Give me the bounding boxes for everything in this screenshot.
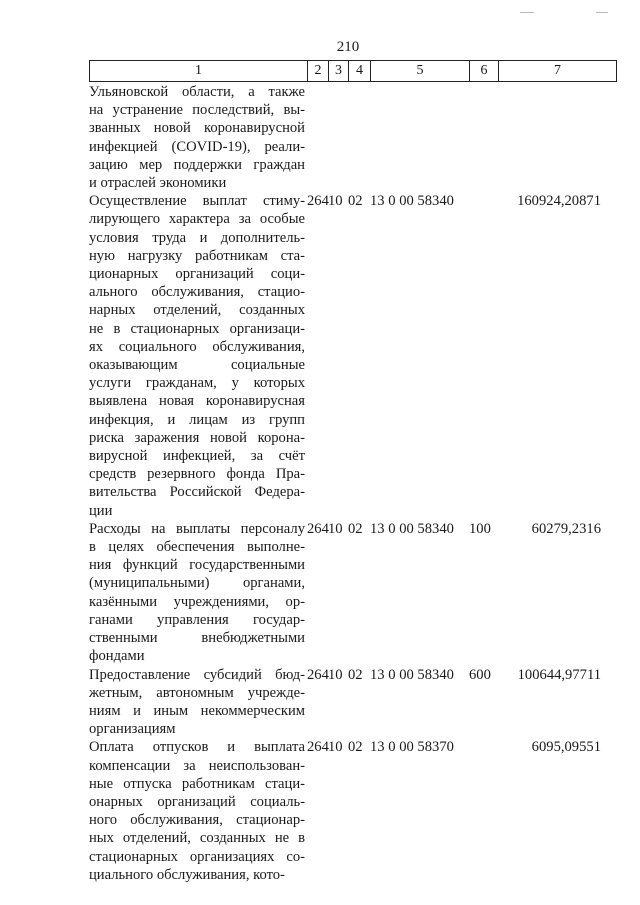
amount: 100644,97711: [517, 666, 601, 683]
description-line: Ульяновской области, а также: [89, 84, 305, 100]
description-line: стационарных организациях со-: [89, 848, 305, 865]
code-subsection: 02: [348, 193, 363, 210]
code-expense-type: [469, 83, 498, 192]
description-line: условия труда и дополнитель-: [89, 229, 305, 246]
code-target-article: [370, 83, 469, 192]
code-target-article: 13 0 00 58340: [370, 666, 454, 683]
code-ministry: [307, 83, 328, 192]
table-row: [89, 738, 617, 884]
description-line: ния функций государственными: [89, 557, 305, 574]
description-line: ных отделений, созданных не в: [89, 830, 305, 847]
header-col-3: 3: [329, 61, 349, 81]
description-line: званных новой коронавирусной: [89, 120, 305, 137]
code-expense-type: [469, 738, 498, 884]
scan-mark: [596, 12, 608, 13]
description-line: онарных организаций социаль-: [89, 793, 305, 810]
amount: 60279,2316: [531, 520, 601, 537]
header-col-1: 1: [90, 61, 308, 81]
code-target-article: 13 0 00 58340: [370, 193, 454, 210]
description-line: компенсации за неиспользован-: [89, 757, 305, 774]
page-number: 210: [336, 39, 360, 55]
description-line: услуги гражданам, у которых: [89, 375, 305, 392]
code-section: 10: [328, 193, 343, 210]
table-body: [89, 83, 617, 884]
description-line: зацию мер поддержки граждан: [89, 156, 305, 173]
code-subsection: 02: [348, 739, 363, 756]
code-subsection: 02: [348, 666, 363, 683]
code-ministry: 264: [307, 193, 329, 210]
description-line: Предоставление субсидий бюд-: [89, 666, 305, 683]
table-header: [89, 60, 617, 82]
header-col-6: 6: [470, 61, 499, 81]
row-description: [89, 192, 307, 520]
description-line: на устранение последствий, вы-: [89, 102, 305, 119]
row-description: [89, 520, 307, 666]
code-target-article: 13 0 00 58340: [370, 520, 454, 537]
description-line: ную нагрузку работникам ста-: [89, 247, 305, 264]
table-row: [89, 520, 617, 666]
description-line: лирующего характера за особые: [89, 211, 305, 228]
description-line: нарных отделений, созданных: [89, 302, 305, 319]
description-line: в целях обеспечения выполне-: [89, 539, 305, 556]
description-line: ные отпуска работникам стаци-: [89, 775, 305, 792]
code-target-article: 13 0 00 58370: [370, 739, 454, 756]
description-line: (муниципальными) органами,: [89, 575, 305, 592]
description-line: ного обслуживания, стационар-: [89, 812, 305, 829]
header-col-2: 2: [308, 61, 329, 81]
description-line: организациям: [89, 721, 176, 738]
description-line: и отраслей экономики: [89, 175, 227, 192]
code-section: 10: [328, 739, 343, 756]
code-expense-type: 600: [469, 666, 491, 683]
table-row: [89, 83, 617, 192]
row-description: [89, 666, 307, 739]
table-row: [89, 666, 617, 739]
code-section: [328, 83, 348, 192]
description-line: риска заражения новой корона-: [89, 429, 305, 446]
code-section: 10: [328, 666, 343, 683]
description-line: ционарных организаций соци-: [89, 266, 305, 283]
description-line: ственными внебюджетными: [89, 630, 305, 647]
scan-mark: [520, 12, 534, 13]
description-line: фондами: [89, 648, 145, 665]
description-line: вирусной инфекцией, за счёт: [89, 448, 305, 465]
header-col-7: 7: [554, 63, 561, 78]
code-expense-type: [469, 192, 498, 520]
row-description: [89, 738, 307, 884]
description-line: средств резервного фонда Пра-: [89, 466, 305, 483]
description-line: выявлена новая коронавирусная: [89, 393, 305, 410]
code-subsection: [348, 83, 370, 192]
description-line: ганами управления государ-: [89, 611, 305, 628]
code-expense-type: 100: [469, 520, 491, 537]
description-line: циального обслуживания, кото-: [89, 866, 285, 883]
description-line: Расходы на выплаты персоналу: [89, 520, 305, 537]
description-line: ального обслуживания, стацио-: [89, 284, 305, 301]
code-ministry: 264: [307, 520, 329, 537]
description-line: Осуществление выплат стиму-: [89, 193, 305, 210]
amount: 160924,20871: [517, 193, 601, 210]
header-col-4: 4: [349, 61, 371, 81]
code-ministry: 264: [307, 739, 329, 756]
amount: [498, 83, 615, 192]
description-line: ниям и иным некоммерческим: [89, 702, 305, 719]
description-line: не в стационарных организаци-: [89, 320, 305, 337]
code-section: 10: [328, 520, 343, 537]
description-line: оказывающим социальные: [89, 357, 305, 374]
code-subsection: 02: [348, 520, 363, 537]
row-description: [89, 83, 307, 192]
description-line: инфекцией (COVID-19), реали-: [89, 138, 305, 155]
description-line: казёнными учреждениями, ор-: [89, 593, 305, 610]
description-line: ях социального обслуживания,: [89, 338, 305, 355]
amount: 6095,09551: [531, 739, 601, 756]
header-col-5: 5: [371, 61, 470, 81]
description-line: ции: [89, 502, 113, 519]
code-ministry: 264: [307, 666, 329, 683]
description-line: вительства Российской Федера-: [89, 484, 305, 501]
description-line: Оплата отпусков и выплата: [89, 739, 305, 756]
description-line: инфекция, и лицам из групп: [89, 411, 305, 428]
description-line: жетным, автономным учрежде-: [89, 684, 305, 701]
table-row: [89, 192, 617, 520]
